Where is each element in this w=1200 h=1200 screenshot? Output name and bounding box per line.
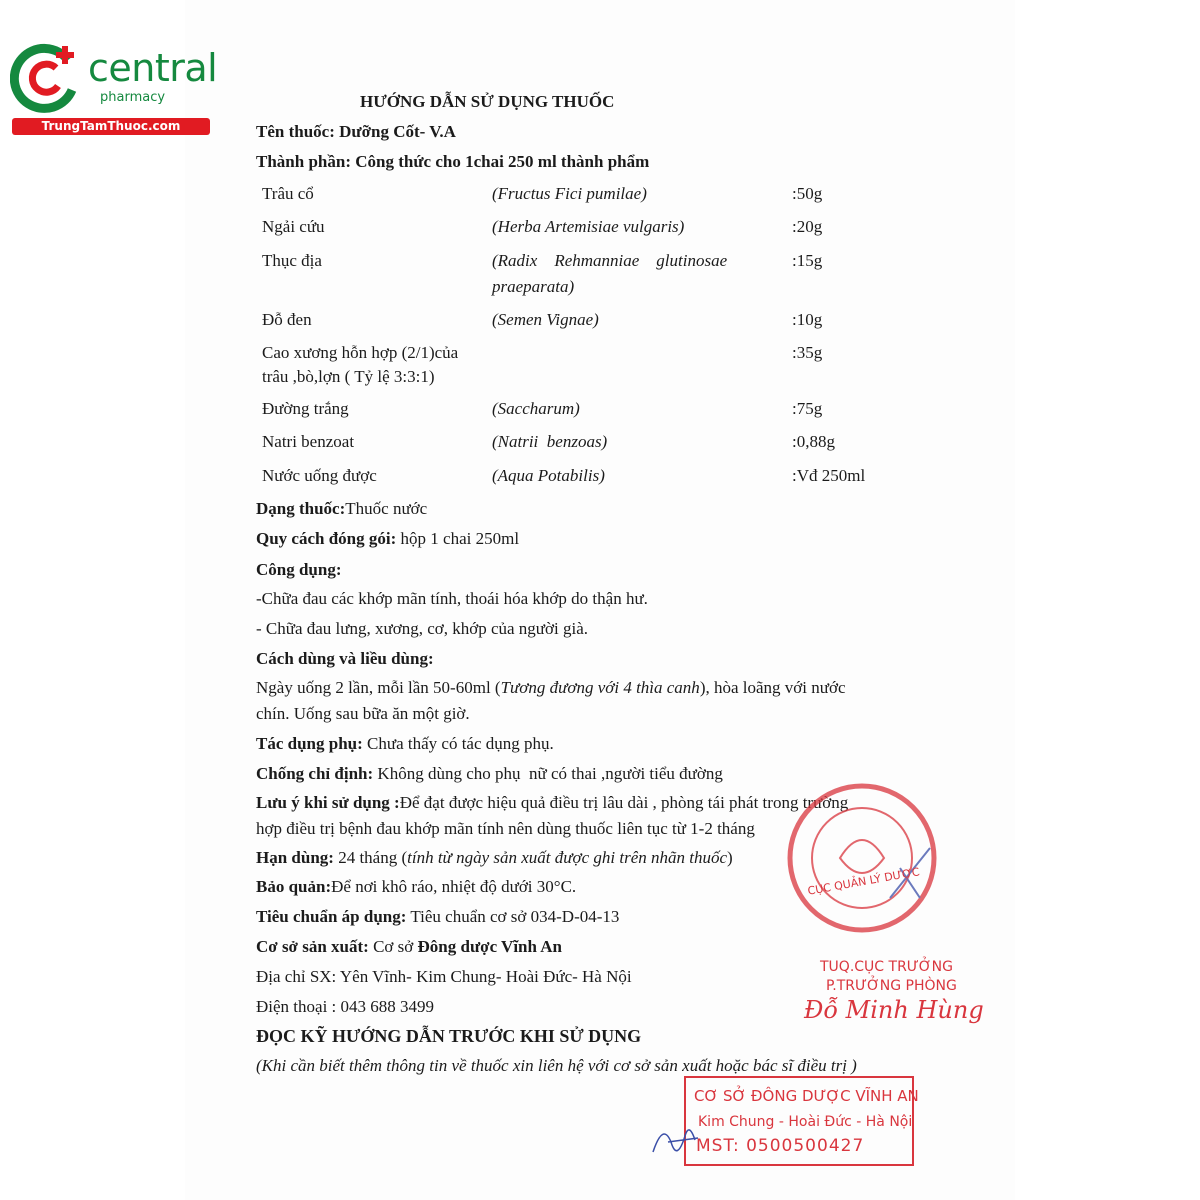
expiry-line: Hạn dùng: 24 tháng (tính từ ngày sản xuất được ghi trên nhãn thuốc): [256, 848, 733, 867]
standard-value: Tiêu chuẩn cơ sở 034-D-04-13: [406, 907, 620, 926]
pharmacy-cross-icon: [10, 38, 90, 118]
phone-line: Điện thoại : 043 688 3499: [256, 997, 435, 1016]
standard-label: Tiêu chuẩn áp dụng:: [256, 907, 407, 926]
ingredient-latin-cont: praeparata): [492, 277, 575, 296]
note-line: [256, 793, 848, 813]
maker-name: Đông dược Vĩnh An: [417, 937, 563, 956]
pack-label: Quy cách đóng gói:: [256, 529, 397, 548]
maker-value: Cơ sở: [368, 937, 418, 956]
drug-name-value: Dưỡng Cốt- V.A: [339, 122, 456, 141]
ingredient-amount: :0,88g: [792, 432, 835, 451]
ingredient-name: Đỗ đen: [262, 310, 312, 329]
brand-url[interactable]: TrungTamThuoc.com: [12, 118, 210, 135]
ingredient-amount: :75g: [792, 399, 823, 418]
note-label: Lưu ý khi sử dụng :: [256, 793, 400, 812]
form-value: Thuốc nước: [345, 499, 428, 518]
read-warning: ĐỌC KỸ HƯỚNG DẪN TRƯỚC KHI SỬ DỤNG: [256, 1026, 642, 1046]
seal-ring-text: CỤC QUẢN LÝ DƯỢC: [806, 865, 921, 898]
ingredient-amount: :15g: [792, 251, 823, 270]
contraindication-line: [256, 764, 723, 784]
use-heading: Công dụng:: [256, 560, 342, 579]
ingredient-amount: :10g: [792, 310, 823, 329]
ingredient-latin: (Aqua Potabilis): [492, 466, 605, 485]
signature-scribble: [648, 1112, 708, 1162]
ingredient-latin: (Natrii benzoas): [492, 432, 608, 451]
use-item: - Chữa đau lưng, xương, cơ, khớp của người già.: [256, 619, 589, 638]
ingredient-name: Nước uống được: [262, 466, 377, 485]
ingredient-name: Thục địa: [262, 251, 322, 270]
central-pharmacy-logo: [10, 38, 218, 138]
brand-sub: pharmacy: [100, 90, 166, 105]
storage-value: Để nơi khô ráo, nhiệt độ dưới 30°C.: [331, 877, 577, 896]
side-effect-line: [256, 734, 554, 754]
dose-line: chín. Uống sau bữa ăn một giờ.: [256, 704, 470, 723]
pack-line: [256, 529, 519, 549]
approval-seal: [780, 778, 950, 948]
expiry-italic: tính từ ngày sản xuất được ghi trên nhãn thuốc: [407, 848, 728, 867]
storage-line: [256, 877, 576, 897]
expiry-value: 24 tháng (: [333, 848, 408, 867]
dose-heading: Cách dùng và liều dùng:: [256, 649, 434, 668]
brand-name: central: [88, 46, 218, 90]
ingredient-amount: :Vđ 250ml: [792, 466, 866, 485]
note-value: Để đạt được hiệu quả điều trị lâu dài , phòng tái phát trong trường: [399, 793, 849, 812]
ingredient-amount: :20g: [792, 217, 823, 236]
use-item: -Chữa đau các khớp mãn tính, thoái hóa khớp do thận hư.: [256, 589, 648, 608]
ingredient-name: Đường trắng: [262, 399, 349, 418]
ingredient-latin: (Saccharum): [492, 399, 580, 418]
stamp-line-3: MST: 0500500427: [696, 1136, 865, 1156]
ingredient-amount: :35g: [792, 343, 823, 362]
maker-line: [256, 937, 562, 957]
ingredient-latin: (Radix Rehmanniae glutinosae: [492, 251, 728, 270]
contra-label: Chống chỉ định:: [256, 764, 374, 783]
seal-line-1: TUQ.CỤC TRƯỞNG: [820, 959, 953, 975]
storage-label: Bảo quản:: [256, 877, 332, 896]
stamp-line-2: Kim Chung - Hoài Đức - Hà Nội: [698, 1114, 913, 1130]
expiry-label: Hạn dùng:: [256, 848, 334, 867]
address-line: Địa chỉ SX: Yên Vĩnh- Kim Chung- Hoài Đức- Hà Nội: [256, 967, 632, 986]
document-title: HƯỚNG DẪN SỬ DỤNG THUỐC: [360, 92, 615, 111]
ingredient-name: Trâu cổ: [262, 184, 314, 203]
ingredient-name: Natri benzoat: [262, 432, 355, 451]
ingredient-name: Cao xương hỗn hợp (2/1)của: [262, 343, 459, 362]
company-stamp: [684, 1076, 919, 1166]
ingredient-latin: (Herba Artemisiae vulgaris): [492, 217, 685, 236]
pack-value: hộp 1 chai 250ml: [396, 529, 520, 548]
side-value: Chưa thấy có tác dụng phụ.: [362, 734, 554, 753]
seal-line-2: P.TRƯỞNG PHÒNG: [826, 978, 957, 994]
ingredient-latin: (Semen Vignae): [492, 310, 599, 329]
stamp-line-1: CƠ SỞ ĐÔNG DƯỢC VĨNH AN: [694, 1087, 919, 1105]
ingredient-name: Ngải cứu: [262, 217, 325, 236]
dose-italic: Tương đương với 4 thìa canh: [500, 678, 700, 697]
composition-heading: Thành phần: Công thức cho 1chai 250 ml thành phẩm: [256, 152, 650, 171]
side-label: Tác dụng phụ:: [256, 734, 363, 753]
form-label: Dạng thuốc:: [256, 499, 346, 518]
note-line-cont: hợp điều trị bệnh đau khớp mãn tính nên dùng thuốc liên tục từ 1-2 tháng: [256, 819, 755, 838]
standard-line: [256, 907, 619, 927]
drug-name-label: Tên thuốc:: [256, 122, 335, 141]
contra-value: Không dùng cho phụ nữ có thai ,người tiểu đường: [373, 764, 723, 783]
drug-name-line: [256, 122, 456, 142]
ingredient-name-cont: trâu ,bò,lợn ( Tỷ lệ 3:3:1): [262, 367, 435, 386]
dose-text: Ngày uống 2 lần, mỗi lần 50-60ml (: [256, 678, 501, 697]
ingredient-amount: :50g: [792, 184, 823, 203]
maker-label: Cơ sở sản xuất:: [256, 937, 369, 956]
seal-signature: Đỗ Minh Hùng: [804, 996, 984, 1024]
contact-note: (Khi cần biết thêm thông tin về thuốc xin liên hệ với cơ sở sản xuất hoặc bác sĩ điều trị ): [256, 1056, 857, 1075]
dose-text: ), hòa loãng với nước: [699, 678, 846, 697]
form-line: [256, 499, 427, 519]
ingredient-latin: (Fructus Fici pumilae): [492, 184, 647, 203]
dose-line: [256, 678, 846, 698]
